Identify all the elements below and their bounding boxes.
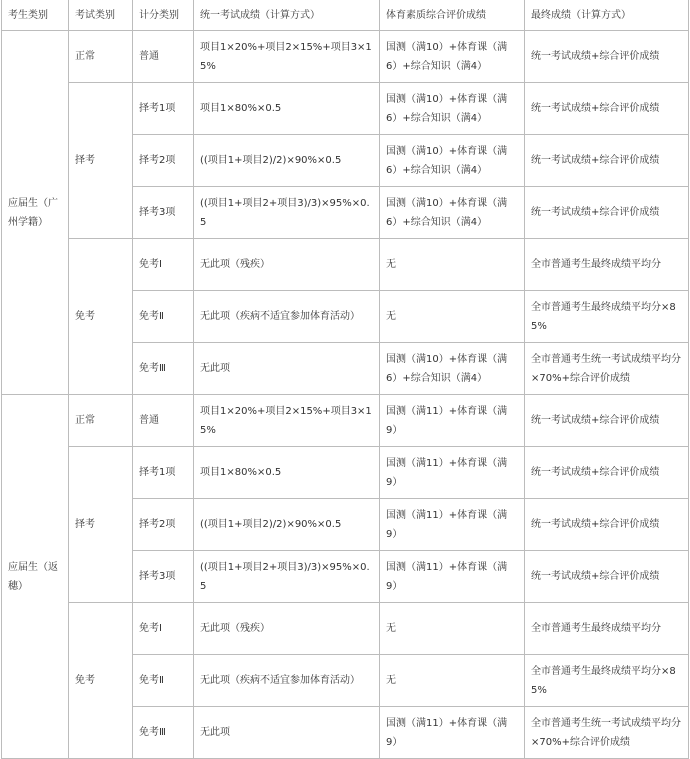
exam-type-cell: 择考	[69, 447, 133, 603]
final-score-formula-cell: 全市普通考生最终成绩平均分	[525, 603, 689, 655]
header-exam-type: 考试类别	[69, 0, 133, 31]
header-pe-evaluation-score: 体育素质综合评价成绩	[380, 0, 525, 31]
final-score-formula-cell: 全市普通考生统一考试成绩平均分×70%+综合评价成绩	[525, 343, 689, 395]
final-score-formula-cell: 统一考试成绩+综合评价成绩	[525, 187, 689, 239]
final-score-formula-cell: 统一考试成绩+综合评价成绩	[525, 31, 689, 83]
final-score-formula-cell: 统一考试成绩+综合评价成绩	[525, 135, 689, 187]
pe-evaluation-formula-cell: 国测（满11）+体育课（满9）	[380, 395, 525, 447]
pe-evaluation-formula-cell: 无	[380, 655, 525, 707]
final-score-formula-cell: 统一考试成绩+综合评价成绩	[525, 395, 689, 447]
score-type-cell: 普通	[133, 31, 194, 83]
unified-exam-formula-cell: 项目1×20%+项目2×15%+项目3×15%	[194, 31, 380, 83]
score-type-cell: 择考1项	[133, 83, 194, 135]
header-unified-exam-score: 统一考试成绩（计算方式）	[194, 0, 380, 31]
score-type-cell: 择考2项	[133, 499, 194, 551]
pe-evaluation-formula-cell: 国测（满11）+体育课（满9）	[380, 707, 525, 759]
pe-evaluation-formula-cell: 国测（满11）+体育课（满9）	[380, 499, 525, 551]
unified-exam-formula-cell: 无此项（疾病不适宜参加体育活动）	[194, 655, 380, 707]
table-row	[2, 603, 689, 655]
student-category-cell: 应届生（返穗）	[2, 395, 69, 759]
score-type-cell: 免考Ⅲ	[133, 707, 194, 759]
pe-evaluation-formula-cell: 国测（满10）+体育课（满6）+综合知识（满4）	[380, 31, 525, 83]
header-final-score: 最终成绩（计算方式）	[525, 0, 689, 31]
table-row	[2, 31, 689, 83]
unified-exam-formula-cell: 项目1×20%+项目2×15%+项目3×15%	[194, 395, 380, 447]
unified-exam-formula-cell: 无此项	[194, 343, 380, 395]
score-type-cell: 择考3项	[133, 187, 194, 239]
score-type-cell: 免考Ⅰ	[133, 603, 194, 655]
unified-exam-formula-cell: 项目1×80%×0.5	[194, 447, 380, 499]
score-type-cell: 免考Ⅱ	[133, 655, 194, 707]
unified-exam-formula-cell: 无此项（疾病不适宜参加体育活动）	[194, 291, 380, 343]
score-table	[1, 0, 689, 759]
unified-exam-formula-cell: ((项目1+项目2+项目3)/3)×95%×0.5	[194, 187, 380, 239]
pe-evaluation-formula-cell: 国测（满11）+体育课（满9）	[380, 551, 525, 603]
table-row	[2, 447, 689, 499]
unified-exam-formula-cell: ((项目1+项目2)/2)×90%×0.5	[194, 499, 380, 551]
final-score-formula-cell: 统一考试成绩+综合评价成绩	[525, 447, 689, 499]
unified-exam-formula-cell: ((项目1+项目2+项目3)/3)×95%×0.5	[194, 551, 380, 603]
table-row	[2, 395, 689, 447]
table-row	[2, 83, 689, 135]
final-score-formula-cell: 全市普通考生最终成绩平均分	[525, 239, 689, 291]
pe-evaluation-formula-cell: 国测（满10）+体育课（满6）+综合知识（满4）	[380, 187, 525, 239]
exam-type-cell: 免考	[69, 603, 133, 759]
student-category-cell: 应届生（广州学籍）	[2, 31, 69, 395]
pe-evaluation-formula-cell: 国测（满11）+体育课（满9）	[380, 447, 525, 499]
final-score-formula-cell: 统一考试成绩+综合评价成绩	[525, 499, 689, 551]
header-row	[2, 0, 689, 31]
header-score-type: 计分类别	[133, 0, 194, 31]
final-score-formula-cell: 全市普通考生统一考试成绩平均分×70%+综合评价成绩	[525, 707, 689, 759]
score-type-cell: 择考3项	[133, 551, 194, 603]
exam-type-cell: 免考	[69, 239, 133, 395]
pe-evaluation-formula-cell: 国测（满10）+体育课（满6）+综合知识（满4）	[380, 343, 525, 395]
unified-exam-formula-cell: 无此项	[194, 707, 380, 759]
pe-evaluation-formula-cell: 国测（满10）+体育课（满6）+综合知识（满4）	[380, 135, 525, 187]
table-row	[2, 239, 689, 291]
score-type-cell: 免考Ⅰ	[133, 239, 194, 291]
score-type-cell: 择考2项	[133, 135, 194, 187]
score-type-cell: 免考Ⅱ	[133, 291, 194, 343]
unified-exam-formula-cell: 无此项（残疾）	[194, 239, 380, 291]
final-score-formula-cell: 全市普通考生最终成绩平均分×85%	[525, 291, 689, 343]
pe-evaluation-formula-cell: 国测（满10）+体育课（满6）+综合知识（满4）	[380, 83, 525, 135]
exam-type-cell: 正常	[69, 395, 133, 447]
unified-exam-formula-cell: 无此项（残疾）	[194, 603, 380, 655]
score-type-cell: 普通	[133, 395, 194, 447]
final-score-formula-cell: 统一考试成绩+综合评价成绩	[525, 83, 689, 135]
final-score-formula-cell: 统一考试成绩+综合评价成绩	[525, 551, 689, 603]
score-type-cell: 择考1项	[133, 447, 194, 499]
exam-type-cell: 正常	[69, 31, 133, 83]
pe-evaluation-formula-cell: 无	[380, 603, 525, 655]
unified-exam-formula-cell: ((项目1+项目2)/2)×90%×0.5	[194, 135, 380, 187]
final-score-formula-cell: 全市普通考生最终成绩平均分×85%	[525, 655, 689, 707]
unified-exam-formula-cell: 项目1×80%×0.5	[194, 83, 380, 135]
pe-evaluation-formula-cell: 无	[380, 239, 525, 291]
exam-type-cell: 择考	[69, 83, 133, 239]
score-type-cell: 免考Ⅲ	[133, 343, 194, 395]
pe-evaluation-formula-cell: 无	[380, 291, 525, 343]
header-student-category: 考生类别	[2, 0, 69, 31]
